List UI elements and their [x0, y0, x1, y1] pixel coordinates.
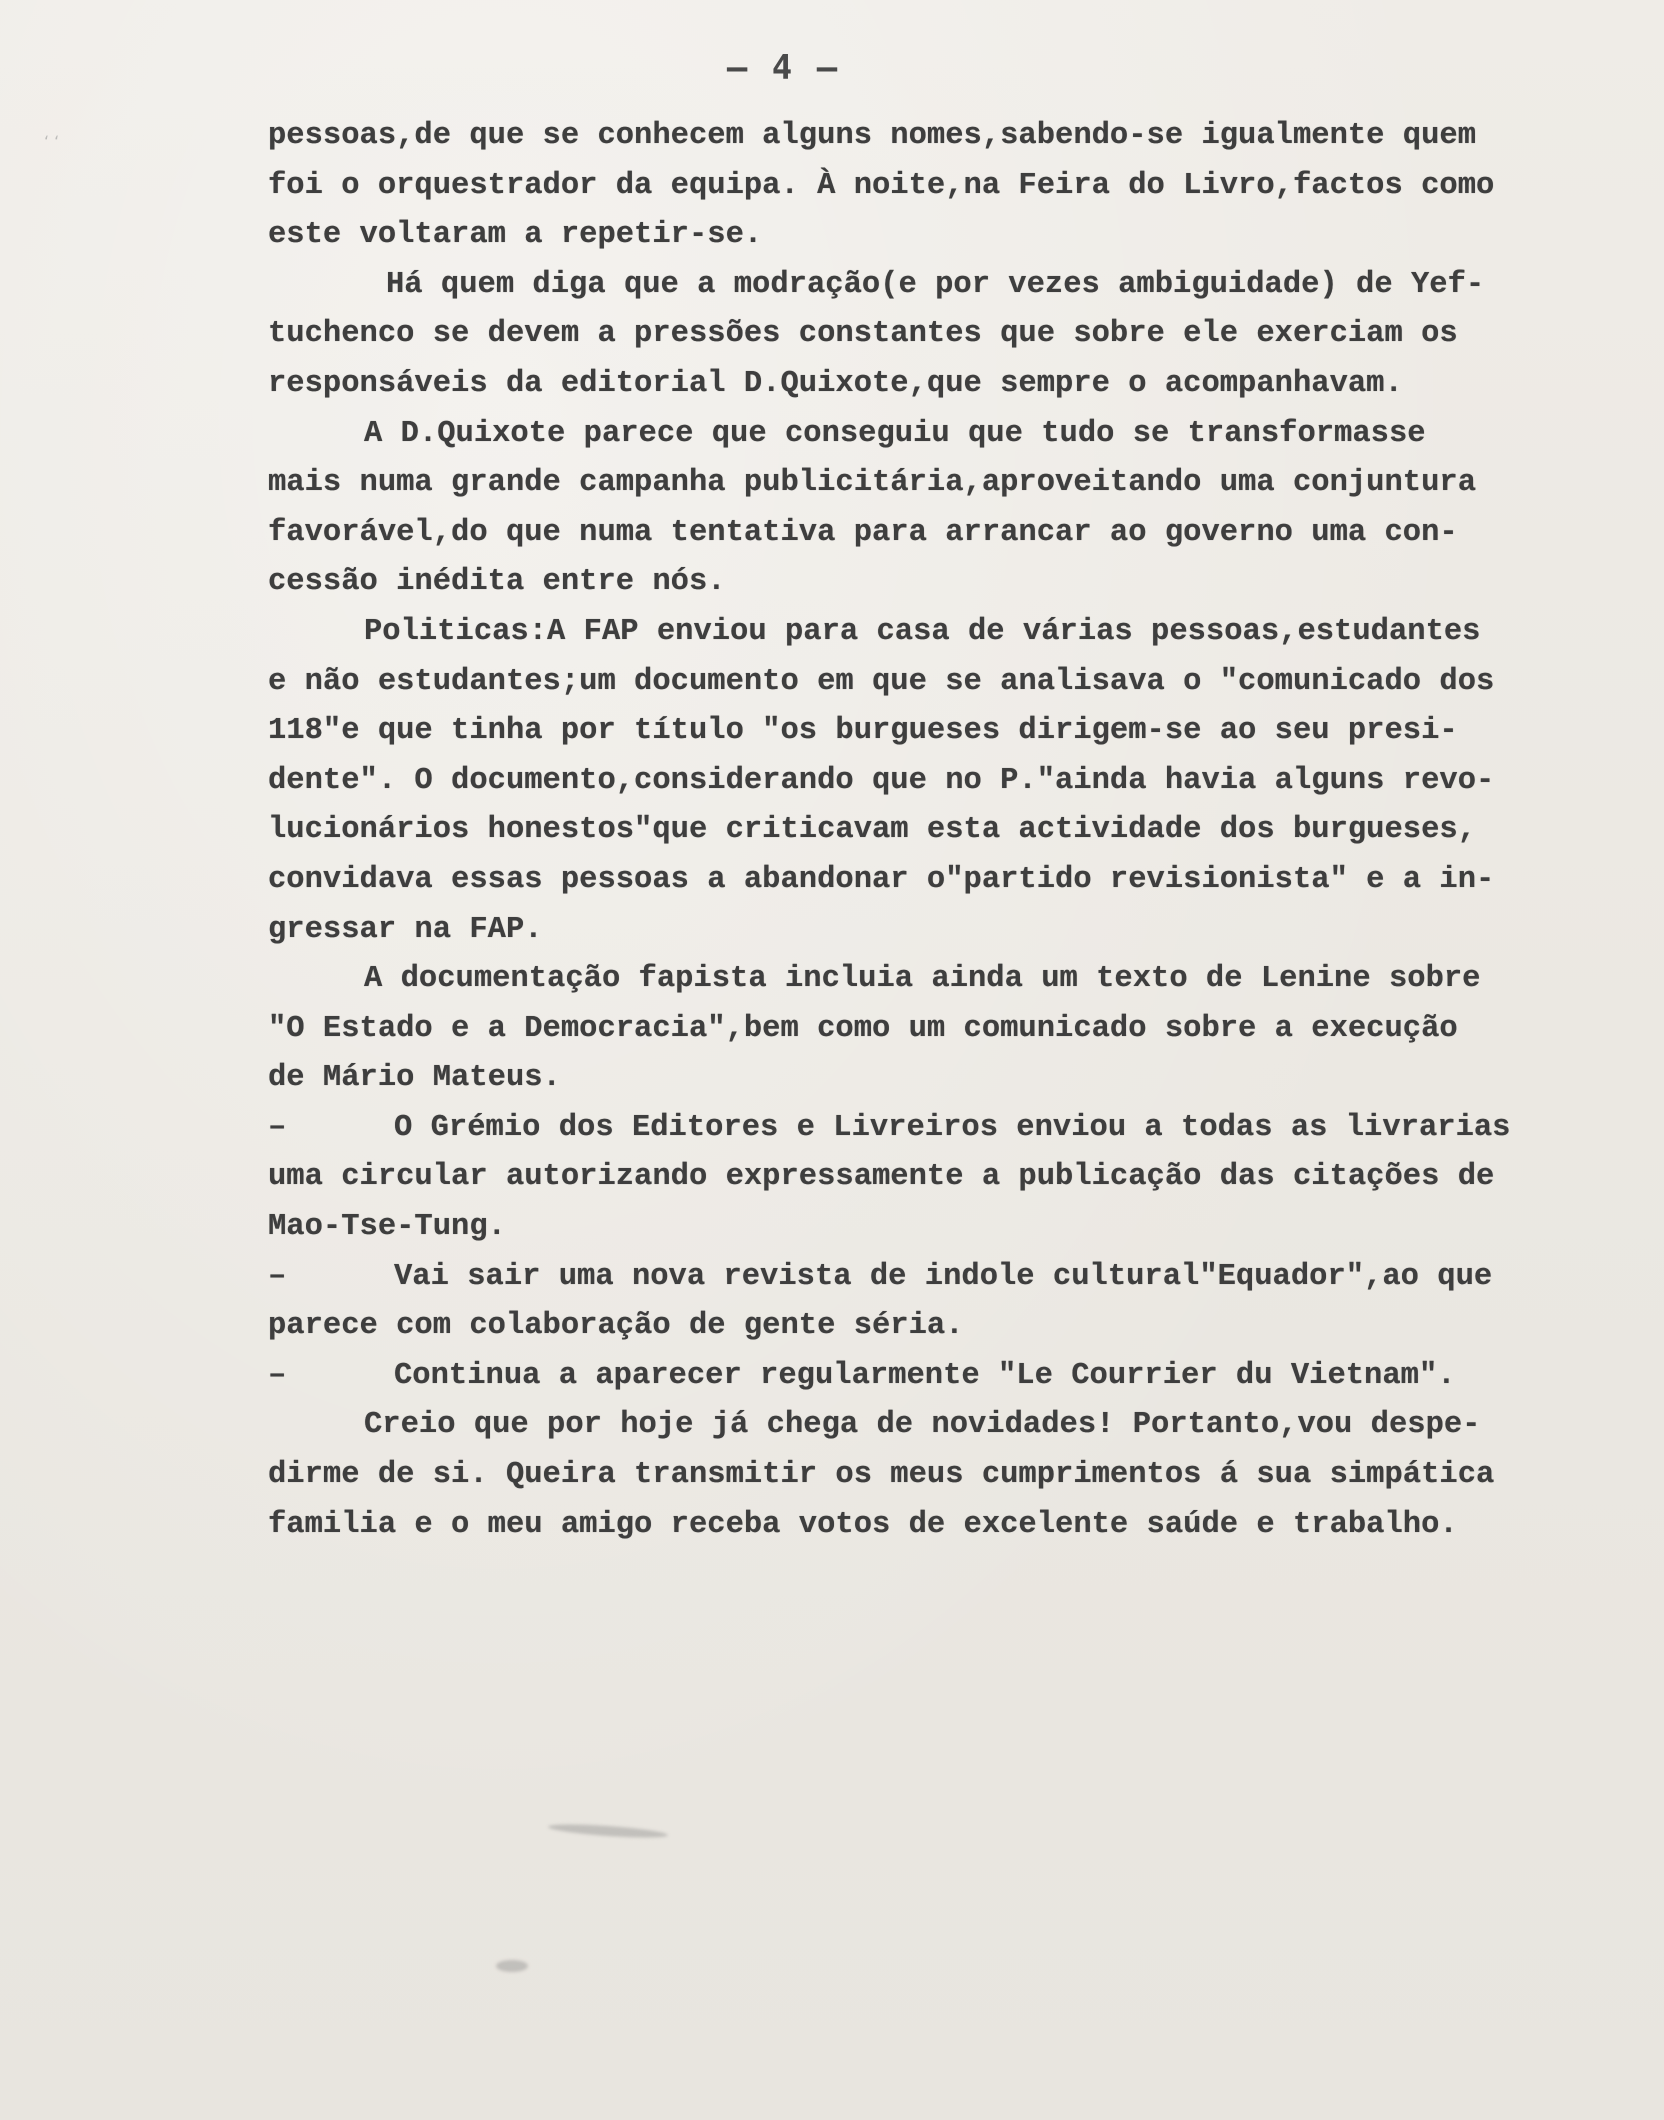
text-line: convidava essas pessoas a abandonar o"partido revisionista" e a in- [268, 862, 1495, 897]
text-line: O Grémio dos Editores e Livreiros enviou a todas as livrarias [394, 1110, 1511, 1145]
text-line: A D.Quixote parece que conseguiu que tudo se transformasse [364, 416, 1426, 451]
text-line: este voltaram a repetir-se. [268, 218, 763, 253]
text-line: parece com colaboração de gente séria. [268, 1309, 964, 1344]
text-line: 118"e que tinha por título "os burgueses dirigem-se ao seu presi- [268, 714, 1458, 749]
text-line: e não estudantes;um documento em que se analisava o "comunicado dos [268, 664, 1495, 699]
text-line: dirme de si. Queira transmitir os meus cumprimentos á sua simpática [268, 1458, 1495, 1493]
ink-smudge [548, 1822, 668, 1840]
text-line: familia e o meu amigo receba votos de excelente saúde e trabalho. [268, 1507, 1458, 1542]
text-line: dente". O documento,considerando que no P."ainda havia alguns revo- [268, 763, 1495, 798]
text-line: Mao-Tse-Tung. [268, 1210, 506, 1245]
text-line: favorável,do que numa tentativa para arrancar ao governo uma con- [268, 515, 1458, 550]
text-line: de Mário Mateus. [268, 1061, 561, 1096]
text-line: Há quem diga que a modração(e por vezes ambiguidade) de Yef- [386, 267, 1485, 302]
item-dash: – [268, 1259, 287, 1294]
text-line: uma circular autorizando expressamente a publicação das citações de [268, 1160, 1495, 1195]
text-line: cessão inédita entre nós. [268, 565, 726, 600]
item-dash: – [268, 1358, 287, 1393]
page-number: – 4 – [726, 48, 840, 88]
margin-mark: ‘ ‘ [44, 132, 60, 151]
text-line: pessoas,de que se conhecem alguns nomes,sabendo-se igualmente quem [268, 119, 1476, 153]
text-line: A documentação fapista incluia ainda um texto de Lenine sobre [364, 962, 1481, 997]
ink-smudge [496, 1960, 528, 1972]
text-line: mais numa grande campanha publicitária,aproveitando uma conjuntura [268, 466, 1476, 501]
text-line: gressar na FAP. [268, 912, 543, 947]
news-item [268, 1104, 1648, 1154]
news-item [268, 1352, 1648, 1402]
text-line: lucionários honestos"que criticavam esta actividade dos burgueses, [268, 813, 1476, 848]
news-item [268, 1253, 1648, 1303]
text-line: foi o orquestrador da equipa. À noite,na Feira do Livro,factos como [268, 168, 1495, 203]
text-line: responsáveis da editorial D.Quixote,que sempre o acompanhavam. [268, 366, 1403, 401]
item-dash: – [268, 1110, 287, 1145]
text-line: tuchenco se devem a pressões constantes que sobre ele exerciam os [268, 317, 1458, 352]
text-line: Politicas:A FAP enviou para casa de várias pessoas,estudantes [364, 614, 1481, 649]
text-line: Continua a aparecer regularmente "Le Courrier du Vietnam". [394, 1358, 1456, 1393]
text-line: Vai sair uma nova revista de indole cultural"Equador",ao que [394, 1259, 1493, 1294]
text-line: "O Estado e a Democracia",bem como um comunicado sobre a execução [268, 1011, 1458, 1046]
text-line: Creio que por hoje já chega de novidades! Portanto,vou despe- [364, 1408, 1481, 1443]
letter-body [268, 112, 1648, 1550]
